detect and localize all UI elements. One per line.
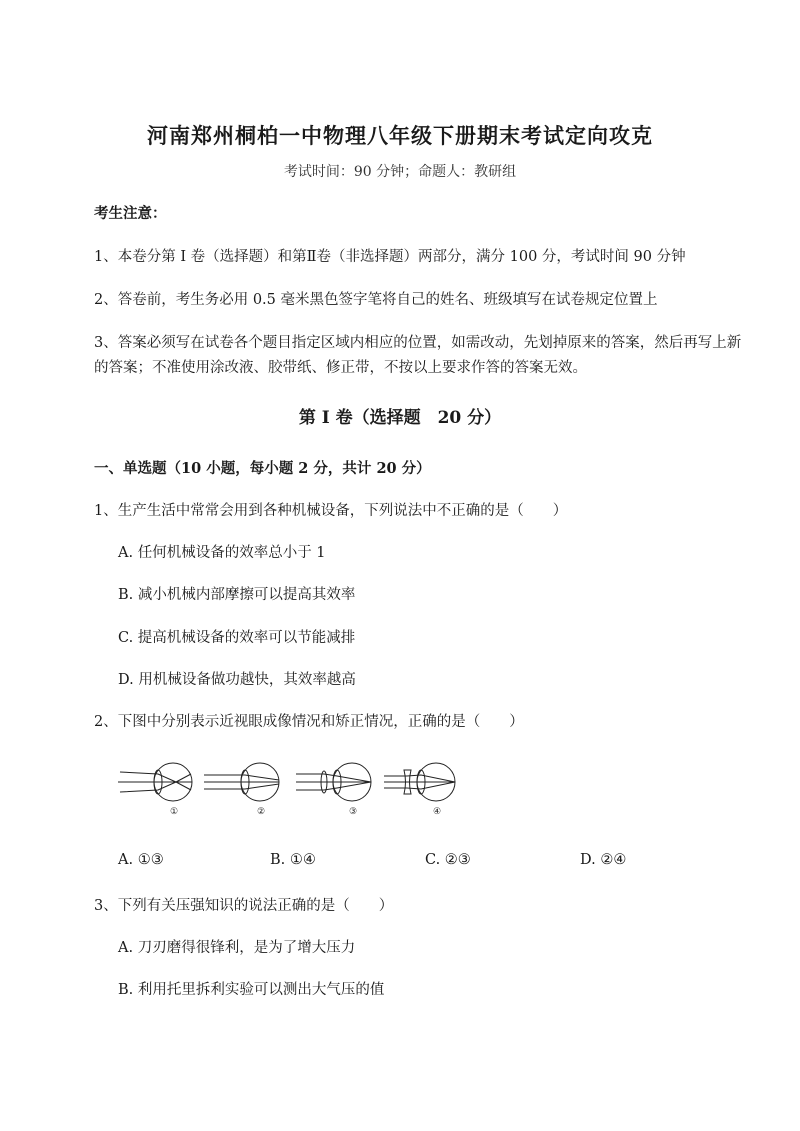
notice-heading: 考生注意： bbox=[94, 205, 167, 222]
eye-diagram-3 bbox=[296, 763, 371, 801]
option-d: D. 用机械设备做功越快，其效率越高 bbox=[118, 672, 356, 688]
notice-item: 2、答卷前，考生务必用 0.5 毫米黑色签字笔将自己的姓名、班级填写在试卷规定位置上 bbox=[94, 292, 658, 308]
notice-item: 3、答案必须写在试卷各个题目指定区域内相应的位置，如需改动，先划掉原来的答案，然后再写上新的答案；不准使用涂改液、胶带纸、修正带，不按以上要求作答的答案无效。 bbox=[94, 335, 742, 376]
option-b: B. 利用托里拆利实验可以测出大气压的值 bbox=[118, 982, 385, 998]
notice-item: 1、本卷分第 I 卷（选择题）和第Ⅱ卷（非选择题）两部分，满分 100 分，考试时间 90 分钟 bbox=[94, 249, 686, 265]
option-a: A. 刀刃磨得很锋利，是为了增大压力 bbox=[118, 940, 356, 956]
option-b: B. 减小机械内部摩擦可以提高其效率 bbox=[118, 587, 356, 603]
option-c: C. ②③ bbox=[425, 852, 471, 868]
option-a: A. 任何机械设备的效率总小于 1 bbox=[118, 545, 326, 561]
fig-label-4: ④ bbox=[433, 807, 442, 817]
eye-diagram-4 bbox=[384, 763, 455, 801]
fig-label-2: ② bbox=[257, 807, 266, 817]
section-heading: 第 I 卷（选择题 20 分） bbox=[298, 408, 502, 428]
fig-label-1: ① bbox=[170, 807, 179, 817]
page-title: 河南郑州桐柏一中物理八年级下册期末考试定向攻克 bbox=[147, 123, 653, 148]
question-stem: 1、生产生活中常常会用到各种机械设备，下列说法中不正确的是（ ） bbox=[94, 503, 568, 519]
eye-diagram-1 bbox=[118, 763, 192, 801]
eye-diagram-2 bbox=[204, 763, 279, 801]
part-heading: 一、单选题（10 小题，每小题 2 分，共计 20 分） bbox=[94, 460, 431, 477]
question-stem: 3、下列有关压强知识的说法正确的是（ ） bbox=[94, 898, 394, 914]
eye-diagrams-figure bbox=[118, 760, 458, 820]
exam-info: 考试时间：90 分钟；命题人：教研组 bbox=[283, 164, 517, 180]
option-d: D. ②④ bbox=[580, 852, 627, 868]
question-stem: 2、下图中分别表示近视眼成像情况和矫正情况，正确的是（ ） bbox=[94, 714, 524, 730]
option-b: B. ①④ bbox=[270, 852, 316, 868]
option-c: C. 提高机械设备的效率可以节能减排 bbox=[118, 630, 356, 646]
option-a: A. ①③ bbox=[118, 852, 164, 868]
fig-label-3: ③ bbox=[349, 807, 358, 817]
